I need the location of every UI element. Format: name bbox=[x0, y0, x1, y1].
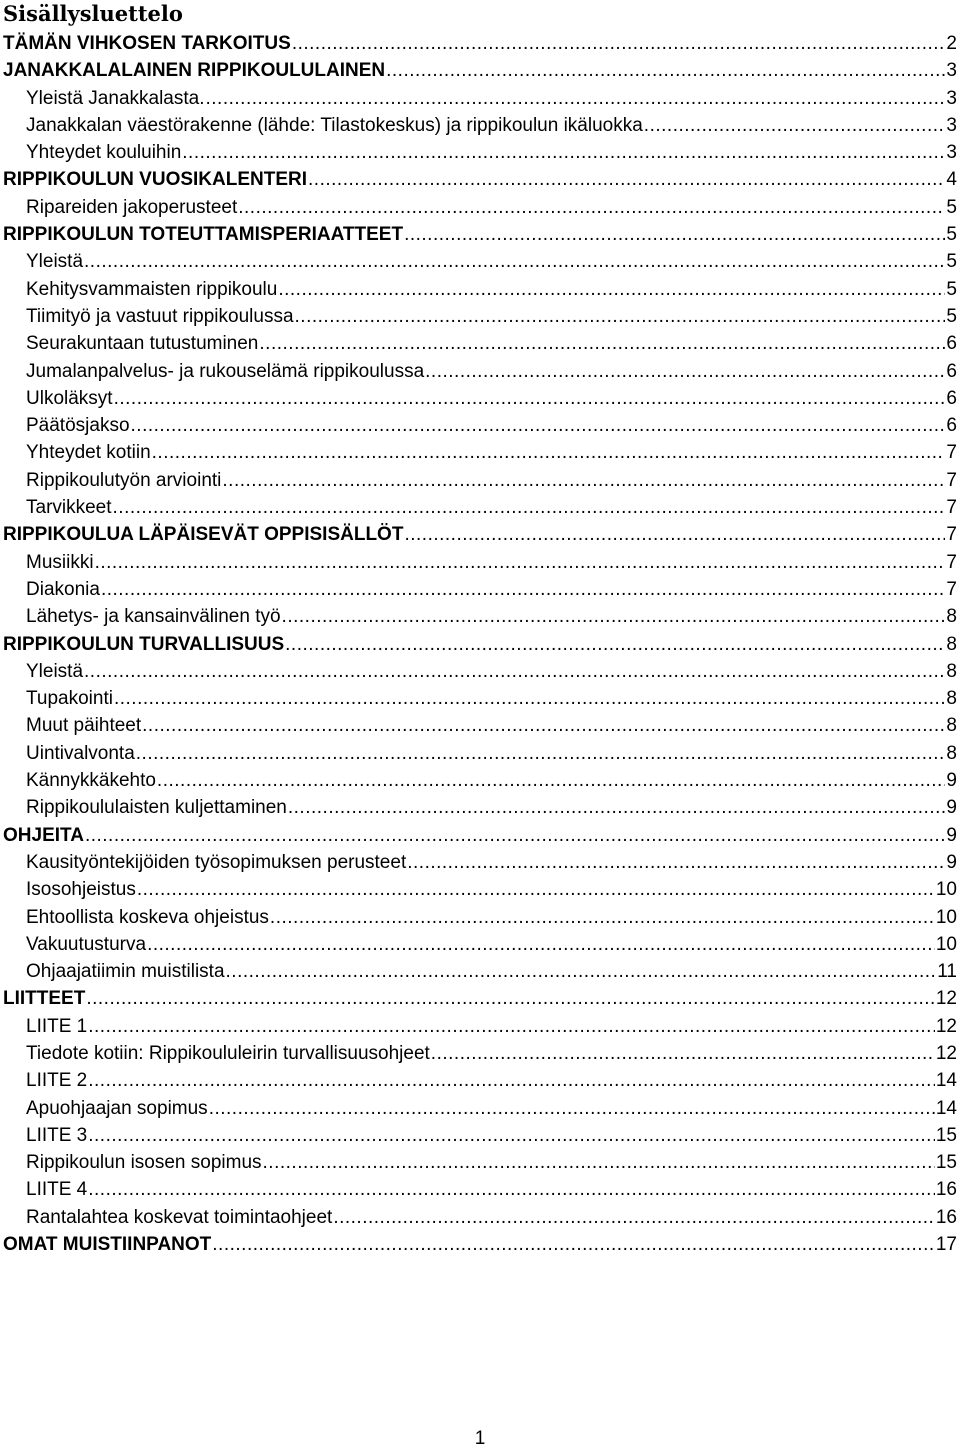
toc-entry-page-number: 5 bbox=[946, 224, 957, 246]
toc-entry-page-number: 7 bbox=[946, 524, 957, 546]
toc-entry-page-number: 14 bbox=[935, 1097, 957, 1119]
toc-entry-title: Ohjaajatiimin muistilista bbox=[26, 961, 225, 983]
toc-entry-page-number: 3 bbox=[946, 87, 957, 109]
toc-section-entry[interactable] bbox=[3, 221, 957, 248]
toc-dot-leader bbox=[209, 1095, 935, 1122]
toc-entry-page-number: 16 bbox=[935, 1179, 957, 1201]
toc-subsection-entry[interactable] bbox=[3, 1122, 957, 1149]
toc-dot-leader bbox=[308, 166, 945, 193]
toc-section-entry[interactable] bbox=[3, 631, 957, 658]
toc-entry-page-number: 9 bbox=[946, 851, 957, 873]
toc-dot-leader bbox=[114, 385, 946, 412]
toc-entry-title: Jumalanpalvelus- ja rukouselämä rippikoulussa bbox=[26, 360, 425, 382]
toc-entry-title: Kausityöntekijöiden työsopimuksen perusteet bbox=[26, 851, 407, 873]
toc-entry-title: RIPPIKOULUN TURVALLISUUS bbox=[3, 633, 285, 655]
toc-subsection-entry[interactable] bbox=[3, 1040, 957, 1067]
toc-entry-page-number: 8 bbox=[946, 606, 957, 628]
toc-section-entry[interactable] bbox=[3, 985, 957, 1012]
toc-entry-page-number: 9 bbox=[946, 797, 957, 819]
toc-entry-page-number: 6 bbox=[946, 387, 957, 409]
toc-entry-page-number: 8 bbox=[946, 633, 957, 655]
toc-section-entry[interactable] bbox=[3, 521, 957, 548]
toc-subsection-entry[interactable] bbox=[3, 576, 957, 603]
toc-dot-leader bbox=[407, 849, 945, 876]
toc-dot-leader bbox=[136, 740, 946, 767]
toc-entry-title: OHJEITA bbox=[3, 824, 84, 846]
toc-entry-title: JANAKKALALAINEN RIPPIKOULULAINEN bbox=[3, 60, 386, 82]
toc-entry-page-number: 17 bbox=[935, 1234, 957, 1256]
toc-entry-title: Tarvikkeet bbox=[26, 497, 112, 519]
toc-entry-page-number: 8 bbox=[946, 660, 957, 682]
toc-dot-leader bbox=[88, 1013, 935, 1040]
toc-entry-title: Yleistä Janakkalasta. bbox=[26, 87, 205, 109]
toc-entry-page-number: 11 bbox=[937, 961, 957, 983]
toc-entry-title: Musiikki bbox=[26, 551, 94, 573]
toc-entry-title: LIITE 1 bbox=[26, 1015, 88, 1037]
toc-entry-page-number: 6 bbox=[946, 415, 957, 437]
toc-dot-leader bbox=[212, 1231, 935, 1258]
toc-subsection-entry[interactable] bbox=[3, 740, 957, 767]
toc-entry-page-number: 9 bbox=[946, 824, 957, 846]
toc-section-entry[interactable] bbox=[3, 1231, 957, 1258]
toc-entry-page-number: 15 bbox=[935, 1152, 957, 1174]
toc-subsection-entry[interactable] bbox=[3, 685, 957, 712]
toc-dot-leader bbox=[425, 358, 945, 385]
toc-heading: Sisällysluettelo bbox=[3, 1, 183, 26]
toc-subsection-entry[interactable] bbox=[3, 330, 957, 357]
toc-entry-page-number: 14 bbox=[935, 1070, 957, 1092]
toc-entry-page-number: 5 bbox=[946, 305, 957, 327]
toc-subsection-entry[interactable] bbox=[3, 849, 957, 876]
toc-dot-leader bbox=[404, 521, 945, 548]
toc-entry-page-number: 6 bbox=[946, 333, 957, 355]
toc-entry-page-number: 4 bbox=[946, 169, 957, 191]
toc-entry-page-number: 10 bbox=[935, 906, 957, 928]
toc-entry-page-number: 10 bbox=[935, 933, 957, 955]
toc-entry-page-number: 16 bbox=[935, 1206, 957, 1228]
toc-entry-page-number: 15 bbox=[935, 1124, 957, 1146]
toc-entry-title: Tupakointi bbox=[26, 688, 113, 710]
toc-dot-leader bbox=[147, 931, 935, 958]
toc-entry-title: Kehitysvammaisten rippikoulu bbox=[26, 278, 278, 300]
toc-entry-title: Yleistä bbox=[26, 251, 84, 273]
toc-dot-leader bbox=[333, 1204, 935, 1231]
toc-entry-title: Yleistä bbox=[26, 660, 84, 682]
toc-subsection-entry[interactable] bbox=[3, 358, 957, 385]
toc-dot-leader bbox=[278, 276, 945, 303]
toc-dot-leader bbox=[282, 603, 946, 630]
toc-entry-page-number: 7 bbox=[946, 551, 957, 573]
toc-entry-title: Yhteydet kouluihin bbox=[26, 142, 182, 164]
toc-entry-page-number: 10 bbox=[935, 879, 957, 901]
toc-entry-title: Rippikoulutyön arviointi bbox=[26, 469, 222, 491]
toc-entry-title: Ripareiden jakoperusteet bbox=[26, 196, 238, 218]
toc-entry-page-number: 5 bbox=[946, 251, 957, 273]
toc-subsection-entry[interactable] bbox=[3, 412, 957, 439]
toc-section-entry[interactable] bbox=[3, 822, 957, 849]
toc-subsection-entry[interactable] bbox=[3, 1204, 957, 1231]
toc-entry-page-number: 8 bbox=[946, 688, 957, 710]
toc-entry-title: RIPPIKOULUN TOTEUTTAMISPERIAATTEET bbox=[3, 224, 404, 246]
toc-subsection-entry[interactable] bbox=[3, 931, 957, 958]
toc-dot-leader bbox=[137, 876, 935, 903]
toc-dot-leader bbox=[386, 57, 945, 84]
toc-subsection-entry[interactable] bbox=[3, 194, 957, 221]
toc-entry-title: RIPPIKOULUA LÄPÄISEVÄT OPPISISÄLLÖT bbox=[3, 524, 404, 546]
toc-entry-page-number: 6 bbox=[946, 360, 957, 382]
toc-entry-page-number: 5 bbox=[946, 196, 957, 218]
toc-entry-title: Rippikoulun isosen sopimus bbox=[26, 1152, 262, 1174]
toc-subsection-entry[interactable] bbox=[3, 1095, 957, 1122]
toc-dot-leader bbox=[84, 248, 945, 275]
toc-entry-page-number: 12 bbox=[935, 988, 957, 1010]
toc-dot-leader bbox=[152, 439, 946, 466]
toc-entry-title: Rippikoululaisten kuljettaminen bbox=[26, 797, 287, 819]
toc-dot-leader bbox=[113, 494, 946, 521]
toc-dot-leader bbox=[644, 112, 946, 139]
toc-entry-title: Yhteydet kotiin bbox=[26, 442, 151, 464]
toc-entry-title: Diakonia bbox=[26, 578, 100, 600]
toc-entry-title: TÄMÄN VIHKOSEN TARKOITUS bbox=[3, 33, 291, 54]
toc-dot-leader bbox=[142, 712, 945, 739]
toc-entry-page-number: 2 bbox=[946, 33, 957, 54]
toc-dot-leader bbox=[285, 631, 945, 658]
toc-dot-leader bbox=[431, 1040, 935, 1067]
toc-entry-title: Apuohjaajan sopimus bbox=[26, 1097, 208, 1119]
toc-subsection-entry[interactable] bbox=[3, 494, 957, 521]
toc-subsection-entry[interactable] bbox=[3, 1013, 957, 1040]
toc-dot-leader bbox=[288, 794, 946, 821]
toc-entry-page-number: 3 bbox=[946, 114, 957, 136]
toc-subsection-entry[interactable] bbox=[3, 876, 957, 903]
toc-dot-leader bbox=[88, 1176, 935, 1203]
toc-subsection-entry[interactable] bbox=[3, 794, 957, 821]
toc-dot-leader bbox=[238, 194, 945, 221]
toc-section-entry[interactable] bbox=[3, 57, 957, 84]
toc-entry-page-number: 7 bbox=[946, 442, 957, 464]
toc-entry-title: Uintivalvonta bbox=[26, 742, 135, 764]
toc-entry-title: LIITE 3 bbox=[26, 1124, 88, 1146]
toc-entry-title: Ehtoollista koskeva ohjeistus bbox=[26, 906, 269, 928]
toc-subsection-entry[interactable] bbox=[3, 549, 957, 576]
toc-subsection-entry[interactable] bbox=[3, 1149, 957, 1176]
toc-dot-leader bbox=[88, 1067, 935, 1094]
toc-dot-leader bbox=[157, 767, 946, 794]
toc-entry-title: Lähetys- ja kansainvälinen työ bbox=[26, 606, 281, 628]
toc-subsection-entry[interactable] bbox=[3, 712, 957, 739]
toc-entry-title: LIITE 2 bbox=[26, 1070, 88, 1092]
toc-entry-title: Päätösjakso bbox=[26, 415, 130, 437]
toc-subsection-entry[interactable] bbox=[3, 439, 957, 466]
toc-entry-title: Seurakuntaan tutustuminen bbox=[26, 333, 259, 355]
toc-dot-leader bbox=[131, 412, 946, 439]
toc-dot-leader bbox=[295, 303, 946, 330]
toc-section-entry[interactable] bbox=[3, 166, 957, 193]
toc-entry-page-number: 7 bbox=[946, 578, 957, 600]
toc-subsection-entry[interactable] bbox=[3, 139, 957, 166]
toc-dot-leader bbox=[226, 958, 937, 985]
toc-subsection-entry[interactable] bbox=[3, 904, 957, 931]
toc-subsection-entry[interactable] bbox=[3, 658, 957, 685]
toc-dot-leader bbox=[182, 139, 945, 166]
toc-entry-page-number: 9 bbox=[946, 770, 957, 792]
toc-dot-leader bbox=[86, 985, 935, 1012]
toc-entry-page-number: 7 bbox=[946, 497, 957, 519]
toc-entry-title: Isosohjeistus bbox=[26, 879, 136, 901]
toc-entry-title: LIITTEET bbox=[3, 988, 86, 1010]
toc-entry-title: LIITE 4 bbox=[26, 1179, 88, 1201]
toc-dot-leader bbox=[88, 1122, 935, 1149]
toc-entry-title: Kännykkäkehto bbox=[26, 770, 156, 792]
toc-dot-leader bbox=[222, 467, 945, 494]
toc-entry-page-number: 12 bbox=[935, 1015, 957, 1037]
toc-entry-title: Tiimityö ja vastuut rippikoulussa bbox=[26, 305, 294, 327]
toc-subsection-entry[interactable] bbox=[3, 385, 957, 412]
toc-entry-page-number: 3 bbox=[946, 60, 957, 82]
table-of-contents bbox=[3, 30, 957, 1258]
toc-subsection-entry[interactable] bbox=[3, 85, 957, 112]
toc-subsection-entry[interactable] bbox=[3, 603, 957, 630]
toc-subsection-entry[interactable] bbox=[3, 1067, 957, 1094]
toc-subsection-entry[interactable] bbox=[3, 303, 957, 330]
toc-subsection-entry[interactable] bbox=[3, 1176, 957, 1203]
toc-section-entry[interactable] bbox=[3, 30, 957, 57]
toc-entry-title: Rantalahtea koskevat toimintaohjeet bbox=[26, 1206, 333, 1228]
toc-entry-page-number: 5 bbox=[946, 278, 957, 300]
toc-entry-title: Tiedote kotiin: Rippikoululeirin turvallisuusohjeet bbox=[26, 1042, 430, 1064]
toc-dot-leader bbox=[259, 330, 945, 357]
toc-entry-title: RIPPIKOULUN VUOSIKALENTERI bbox=[3, 169, 308, 191]
toc-dot-leader bbox=[270, 904, 935, 931]
toc-dot-leader bbox=[292, 30, 946, 57]
toc-entry-page-number: 12 bbox=[935, 1042, 957, 1064]
toc-dot-leader bbox=[404, 221, 945, 248]
toc-entry-page-number: 8 bbox=[946, 715, 957, 737]
toc-dot-leader bbox=[84, 658, 945, 685]
toc-dot-leader bbox=[85, 822, 945, 849]
toc-dot-leader bbox=[206, 85, 946, 112]
toc-subsection-entry[interactable] bbox=[3, 467, 957, 494]
toc-entry-title: Janakkalan väestörakenne (lähde: Tilastokeskus) ja rippikoulun ikäluokka bbox=[26, 114, 643, 136]
page-number: 1 bbox=[474, 1428, 486, 1449]
toc-entry-page-number: 8 bbox=[946, 742, 957, 764]
toc-entry-title: OMAT MUISTIINPANOT bbox=[3, 1234, 212, 1256]
toc-subsection-entry[interactable] bbox=[3, 248, 957, 275]
toc-dot-leader bbox=[263, 1149, 935, 1176]
toc-entry-page-number: 3 bbox=[946, 142, 957, 164]
toc-subsection-entry[interactable] bbox=[3, 958, 957, 985]
toc-entry-page-number: 7 bbox=[946, 469, 957, 491]
toc-dot-leader bbox=[114, 685, 945, 712]
toc-entry-title: Muut päihteet bbox=[26, 715, 142, 737]
toc-entry-title: Vakuutusturva bbox=[26, 933, 147, 955]
toc-dot-leader bbox=[95, 549, 946, 576]
toc-subsection-entry[interactable] bbox=[3, 112, 957, 139]
toc-dot-leader bbox=[101, 576, 945, 603]
toc-subsection-entry[interactable] bbox=[3, 276, 957, 303]
toc-subsection-entry[interactable] bbox=[3, 767, 957, 794]
toc-entry-title: Ulkoläksyt bbox=[26, 387, 113, 409]
